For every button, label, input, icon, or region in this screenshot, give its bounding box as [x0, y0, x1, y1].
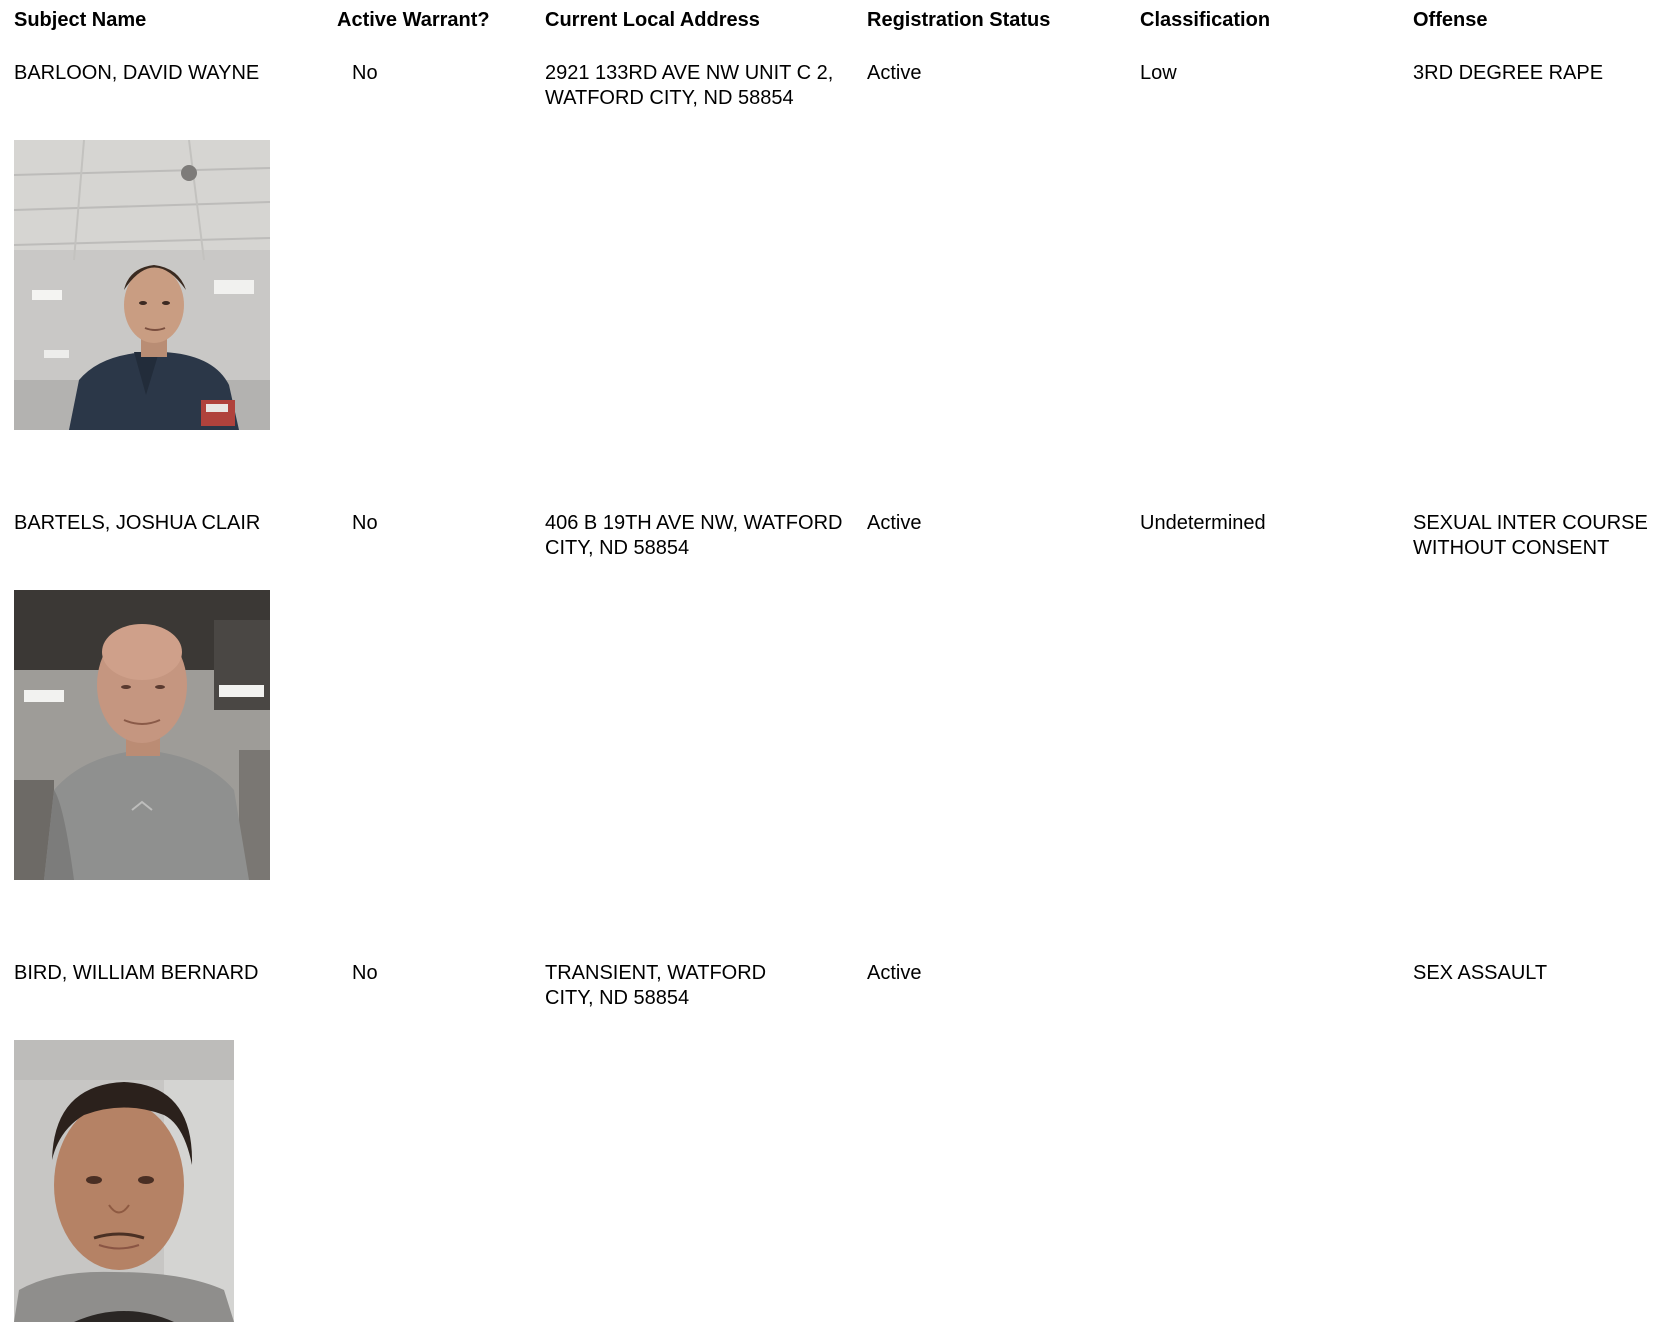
active-warrant: No [352, 512, 378, 534]
header-active-warrant: Active Warrant? [337, 9, 490, 31]
subject-name: BIRD, WILLIAM BERNARD [14, 962, 259, 984]
registration-status: Active [867, 62, 922, 84]
header-classification: Classification [1140, 9, 1271, 31]
registration-status: Active [867, 512, 922, 534]
current-local-address: 2921 133RD AVE NW UNIT C 2, WATFORD CITY, ND 58854 [545, 62, 834, 109]
current-local-address: 406 B 19TH AVE NW, WATFORD CITY, ND 58854 [545, 512, 843, 559]
subject-photo [14, 590, 270, 880]
registration-status: Active [867, 962, 922, 984]
current-local-address: TRANSIENT, WATFORD CITY, ND 58854 [545, 962, 767, 1009]
offense: 3RD DEGREE RAPE [1413, 62, 1604, 84]
offense: SEXUAL INTER COURSE WITHOUT CONSENT [1413, 512, 1648, 559]
classification: Low [1140, 62, 1177, 84]
header-current-local-address: Current Local Address [545, 9, 760, 31]
subject-name: BARLOON, DAVID WAYNE [14, 62, 260, 84]
active-warrant: No [352, 62, 378, 84]
header-registration-status: Registration Status [867, 9, 1051, 31]
subject-photo [14, 1040, 234, 1322]
classification: Undetermined [1140, 512, 1266, 534]
offense: SEX ASSAULT [1413, 962, 1548, 984]
active-warrant: No [352, 962, 378, 984]
subject-name: BARTELS, JOSHUA CLAIR [14, 512, 261, 534]
subject-photo [14, 140, 270, 430]
header-subject-name: Subject Name [14, 9, 147, 31]
header-offense: Offense [1413, 9, 1488, 31]
